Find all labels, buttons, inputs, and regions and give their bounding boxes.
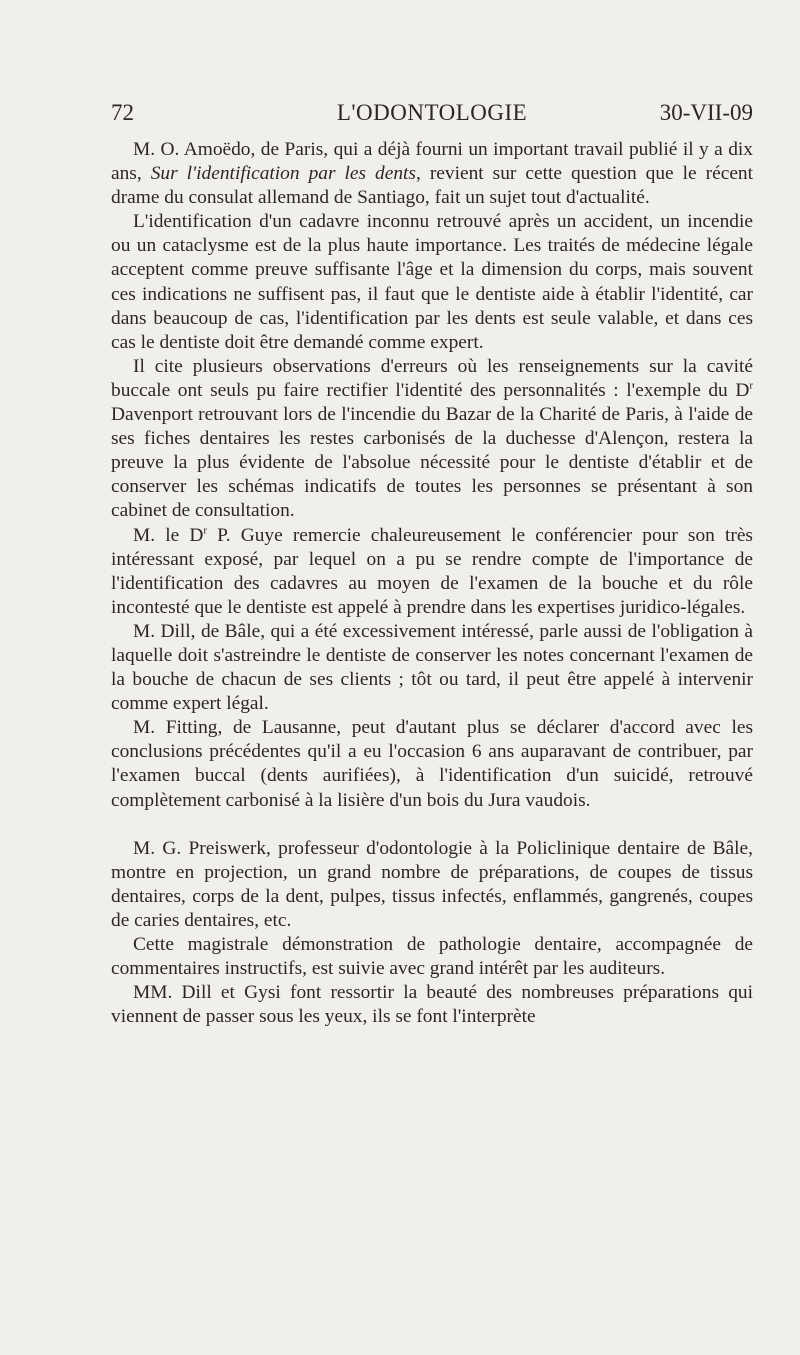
paragraph-demonstration: Cette magistrale démonstration de pathologie dentaire, accompagnée de commentaires instructifs, est suivie avec grand intérêt par les auditeurs. — [111, 934, 753, 980]
issue-date: 30-VII-09 — [659, 100, 753, 125]
superscript: r — [203, 524, 207, 537]
paragraph-text: Davenport retrouvant lors de l'incendie du Bazar de la Charité de Paris, à l'aide de ses fiches dentaires les restes carbonisés de la duchesse d'Alençon, restera la preuve la plus évidente de l'absolue nécessité pour le dentiste d'établir et de conserver les schémas indicatifs de toutes les personnes se présentant à son cabinet de consultation. — [111, 404, 753, 522]
paragraph-text: Il cite plusieurs observations d'erreurs où les renseignements sur la cavité buccale ont seuls pu faire rectifier l'identité des personnalités : l'exemple du D — [111, 355, 753, 401]
paragraph-text: M. le D — [133, 524, 204, 546]
paragraph-fitting: M. Fitting, de Lausanne, peut d'autant plus se déclarer d'accord avec les conclusions précédentes qu'il a eu l'occasion 6 ans auparavant de contribuer, par l'examen buccal (dents aurifiées), à l'identification d'un suicidé, retrouvé complètement carbonisé à la lisière d'un bois du Jura vaudois. — [111, 717, 753, 811]
paragraph-guye — [111, 524, 753, 620]
paragraph-text: P. Guye remercie chaleureusement le conférencier pour son très intéressant exposé, par lequel on a pu se rendre compte de l'importance de l'identification des cadavres au moyen de l'examen de la bouche et du rôle incontesté que le dentiste est appelé à prendre dans les expertises juridico-légales. — [111, 524, 753, 618]
paragraph-text: M. O. Amoëdo, de Paris, qui a déjà fourni un important travail publié il y a dix ans, — [111, 139, 753, 185]
page-number: 72 — [111, 100, 134, 125]
paragraph-text: , revient sur cette question que le récent drame du consulat allemand de Santiago, fait un sujet tout d'actualité. — [111, 163, 754, 209]
running-header — [111, 100, 753, 132]
paragraph-observations — [111, 355, 753, 524]
journal-title: L'ODONTOLOGIE — [336, 100, 528, 125]
article-body — [111, 138, 753, 1029]
paragraph-preiswerk: M. G. Preiswerk, professeur d'odontologie à la Policlinique dentaire de Bâle, montre en projection, un grand nombre de préparations, de coupes de tissus dentaires, corps de la dent, pulpes, tissus infectés, enflammés, gangrenés, coupes de caries dentaires, etc. — [111, 837, 753, 931]
paragraph-amoedo — [111, 138, 753, 210]
cited-title: Sur l'identification par les dents — [150, 163, 416, 185]
paragraph-dill-gysi: MM. Dill et Gysi font ressortir la beauté des nombreuses préparations qui viennent de passer sous les yeux, ils se font l'interprète — [111, 982, 753, 1028]
superscript: r — [749, 379, 753, 392]
paragraph-identification: L'identification d'un cadavre inconnu retrouvé après un accident, un incendie ou un cataclysme est de la plus haute importance. Les traités de médecine légale acceptent comme preuve suffisante l'âge et la dimension du corps, mais souvent ces indications ne suffisent pas, il faut que le dentiste aide à établir l'identité, car dans beaucoup de cas, l'identification par les dents est seule valable, et dans ces cas le dentiste doit être demandé comme expert. — [111, 211, 753, 353]
paragraph-dill: M. Dill, de Bâle, qui a été excessivement intéressé, parle aussi de l'obligation à laquelle doit s'astreindre le dentiste de conserver les notes concernant l'examen de la bouche de chacun de ses clients ; tôt ou tard, il peut être appelé à intervenir comme expert légal. — [111, 620, 753, 715]
